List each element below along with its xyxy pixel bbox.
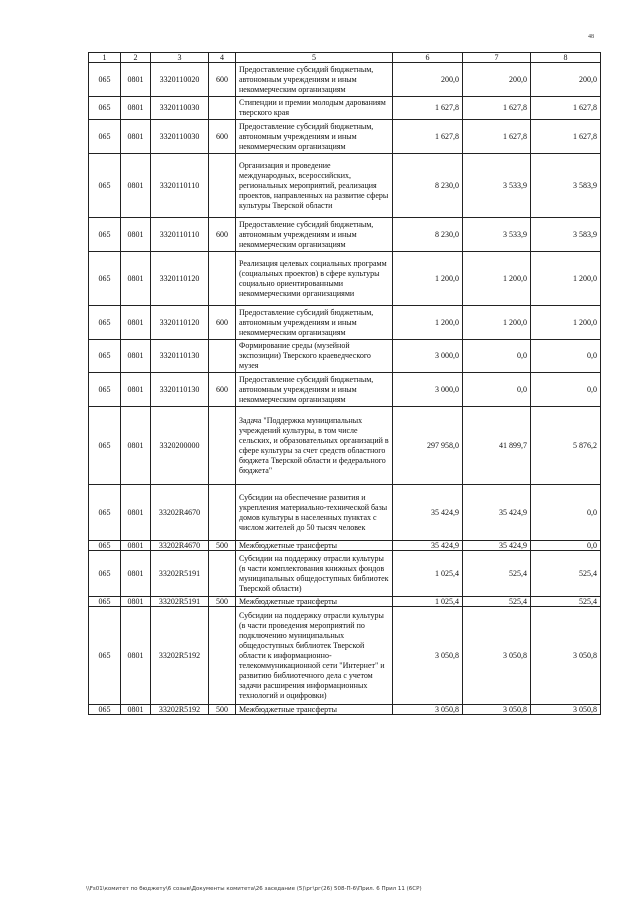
cell-c3: 3320200000 xyxy=(151,407,209,485)
table-body xyxy=(89,63,601,715)
cell-v6: 8 230,0 xyxy=(393,154,463,218)
cell-v7: 525,4 xyxy=(463,551,531,597)
cell-v6: 1 200,0 xyxy=(393,306,463,340)
cell-c2: 0801 xyxy=(121,607,151,705)
column-header-2: 2 xyxy=(121,53,151,63)
cell-c2: 0801 xyxy=(121,485,151,541)
cell-v7: 1 200,0 xyxy=(463,306,531,340)
cell-c3: 33202R5192 xyxy=(151,705,209,715)
cell-v8: 3 583,9 xyxy=(531,154,601,218)
cell-desc: Предоставление субсидий бюджетным, автономным учреждениям и иным некоммерческим организациям xyxy=(236,63,393,97)
cell-c4 xyxy=(209,551,236,597)
cell-c1: 065 xyxy=(89,407,121,485)
cell-v6: 1 627,8 xyxy=(393,97,463,120)
cell-c1: 065 xyxy=(89,541,121,551)
cell-desc: Предоставление субсидий бюджетным, автономным учреждениям и иным некоммерческим организациям xyxy=(236,120,393,154)
column-header-6: 6 xyxy=(393,53,463,63)
table-row xyxy=(89,120,601,154)
cell-c3: 3320110110 xyxy=(151,218,209,252)
cell-c4 xyxy=(209,407,236,485)
cell-v7: 1 627,8 xyxy=(463,97,531,120)
cell-v7: 0,0 xyxy=(463,340,531,373)
cell-desc: Организация и проведение международных, всероссийских, региональных мероприятий, реализация проектов, направленных на развитие сферы культуры Тверской области xyxy=(236,154,393,218)
cell-c3: 33202R5191 xyxy=(151,597,209,607)
cell-v7: 3 533,9 xyxy=(463,218,531,252)
cell-c4: 600 xyxy=(209,373,236,407)
cell-desc: Формирование среды (музейной экспозиции) Тверского краеведческого музея xyxy=(236,340,393,373)
cell-v8: 3 583,9 xyxy=(531,218,601,252)
table-row xyxy=(89,63,601,97)
cell-c1: 065 xyxy=(89,485,121,541)
cell-c1: 065 xyxy=(89,551,121,597)
cell-desc: Субсидии на поддержку отрасли культуры (в части комплектования книжных фондов муниципальных общедоступных библиотек Тверской области) xyxy=(236,551,393,597)
cell-c3: 3320110130 xyxy=(151,340,209,373)
cell-c3: 3320110130 xyxy=(151,373,209,407)
cell-c1: 065 xyxy=(89,340,121,373)
cell-v8: 0,0 xyxy=(531,541,601,551)
cell-c1: 065 xyxy=(89,120,121,154)
cell-desc: Межбюджетные трансферты xyxy=(236,597,393,607)
column-header-8: 8 xyxy=(531,53,601,63)
cell-desc: Предоставление субсидий бюджетным, автономным учреждениям и иным некоммерческим организациям xyxy=(236,373,393,407)
cell-v6: 1 200,0 xyxy=(393,252,463,306)
cell-c2: 0801 xyxy=(121,541,151,551)
cell-v7: 1 627,8 xyxy=(463,120,531,154)
cell-v7: 0,0 xyxy=(463,373,531,407)
cell-c2: 0801 xyxy=(121,97,151,120)
cell-v8: 200,0 xyxy=(531,63,601,97)
cell-c1: 065 xyxy=(89,597,121,607)
cell-desc: Стипендии и премии молодым дарованиям тверского края xyxy=(236,97,393,120)
cell-c1: 065 xyxy=(89,373,121,407)
cell-v8: 3 050,8 xyxy=(531,607,601,705)
cell-c4: 600 xyxy=(209,120,236,154)
cell-v6: 8 230,0 xyxy=(393,218,463,252)
cell-v6: 3 050,8 xyxy=(393,705,463,715)
cell-c3: 3320110110 xyxy=(151,154,209,218)
table-row xyxy=(89,551,601,597)
table-row xyxy=(89,541,601,551)
column-header-7: 7 xyxy=(463,53,531,63)
cell-c2: 0801 xyxy=(121,373,151,407)
cell-v8: 0,0 xyxy=(531,373,601,407)
cell-c2: 0801 xyxy=(121,597,151,607)
page-number: 48 xyxy=(588,34,594,40)
cell-c4 xyxy=(209,485,236,541)
cell-c1: 065 xyxy=(89,97,121,120)
cell-c3: 33202R4670 xyxy=(151,485,209,541)
cell-c4: 500 xyxy=(209,705,236,715)
cell-c4: 500 xyxy=(209,541,236,551)
cell-c2: 0801 xyxy=(121,218,151,252)
cell-v6: 3 000,0 xyxy=(393,373,463,407)
cell-c1: 065 xyxy=(89,63,121,97)
cell-v8: 0,0 xyxy=(531,485,601,541)
table-header-row xyxy=(89,53,601,63)
table-row xyxy=(89,705,601,715)
cell-v6: 1 627,8 xyxy=(393,120,463,154)
table-row xyxy=(89,373,601,407)
cell-c4 xyxy=(209,340,236,373)
cell-c4 xyxy=(209,97,236,120)
cell-v7: 525,4 xyxy=(463,597,531,607)
cell-v8: 3 050,8 xyxy=(531,705,601,715)
cell-c2: 0801 xyxy=(121,340,151,373)
cell-desc: Задача "Поддержка муниципальных учреждений культуры, в том числе сельских, и образовательных организаций в сфере культуры за счет средств областного бюджета Тверской области и федерального бюджета" xyxy=(236,407,393,485)
cell-v7: 1 200,0 xyxy=(463,252,531,306)
cell-c3: 3320110030 xyxy=(151,97,209,120)
cell-c3: 33202R4670 xyxy=(151,541,209,551)
file-path-footer: \\Fs01\комитет по бюджету\6 созыв\Документы комитета\26 заседание (5)\рг\рг(26) 508-П-6\Прил. 6 Прил 11 (6СР) xyxy=(86,886,422,892)
cell-c1: 065 xyxy=(89,607,121,705)
cell-c2: 0801 xyxy=(121,705,151,715)
cell-v8: 1 627,8 xyxy=(531,120,601,154)
column-header-1: 1 xyxy=(89,53,121,63)
cell-c2: 0801 xyxy=(121,252,151,306)
cell-v8: 525,4 xyxy=(531,597,601,607)
table-row xyxy=(89,306,601,340)
cell-c2: 0801 xyxy=(121,306,151,340)
cell-v7: 200,0 xyxy=(463,63,531,97)
cell-desc: Субсидии на обеспечение развития и укрепления материально-технической базы домов культуры в населенных пунктах с числом жителей до 50 тысяч человек xyxy=(236,485,393,541)
column-header-5: 5 xyxy=(236,53,393,63)
cell-c4 xyxy=(209,607,236,705)
cell-v8: 0,0 xyxy=(531,340,601,373)
cell-c4: 600 xyxy=(209,218,236,252)
cell-c1: 065 xyxy=(89,154,121,218)
cell-desc: Межбюджетные трансферты xyxy=(236,705,393,715)
cell-desc: Предоставление субсидий бюджетным, автономным учреждениям и иным некоммерческим организациям xyxy=(236,306,393,340)
table-row xyxy=(89,218,601,252)
column-header-4: 4 xyxy=(209,53,236,63)
cell-v8: 525,4 xyxy=(531,551,601,597)
cell-c3: 3320110120 xyxy=(151,306,209,340)
cell-c4: 600 xyxy=(209,306,236,340)
table-row xyxy=(89,407,601,485)
table-row xyxy=(89,597,601,607)
cell-v8: 1 200,0 xyxy=(531,252,601,306)
cell-c2: 0801 xyxy=(121,551,151,597)
budget-table xyxy=(88,52,601,715)
cell-v8: 1 200,0 xyxy=(531,306,601,340)
cell-c2: 0801 xyxy=(121,63,151,97)
table-row xyxy=(89,485,601,541)
cell-c1: 065 xyxy=(89,705,121,715)
cell-c3: 3320110120 xyxy=(151,252,209,306)
cell-v8: 5 876,2 xyxy=(531,407,601,485)
table-row xyxy=(89,340,601,373)
cell-c1: 065 xyxy=(89,306,121,340)
table-row xyxy=(89,97,601,120)
cell-v6: 1 025,4 xyxy=(393,597,463,607)
cell-c4: 500 xyxy=(209,597,236,607)
column-header-3: 3 xyxy=(151,53,209,63)
cell-v7: 41 899,7 xyxy=(463,407,531,485)
cell-c1: 065 xyxy=(89,252,121,306)
cell-v7: 3 050,8 xyxy=(463,705,531,715)
table-row xyxy=(89,154,601,218)
cell-c2: 0801 xyxy=(121,120,151,154)
cell-c4 xyxy=(209,154,236,218)
cell-c4: 600 xyxy=(209,63,236,97)
cell-c3: 3320110030 xyxy=(151,120,209,154)
cell-v7: 3 050,8 xyxy=(463,607,531,705)
cell-v6: 297 958,0 xyxy=(393,407,463,485)
cell-v6: 200,0 xyxy=(393,63,463,97)
cell-v6: 1 025,4 xyxy=(393,551,463,597)
cell-desc: Субсидии на поддержку отрасли культуры (в части проведения мероприятий по подключению муниципальных общедоступных библиотек Тверской области к информационно-телекоммуникационной сети "Интернет" и развитию библиотечного дела с учетом задачи расширения информационных технологий и оцифровки) xyxy=(236,607,393,705)
table-row xyxy=(89,607,601,705)
cell-c3: 33202R5191 xyxy=(151,551,209,597)
cell-v8: 1 627,8 xyxy=(531,97,601,120)
cell-desc: Реализация целевых социальных программ (социальных проектов) в сфере культуры социально ориентированными некоммерческими организациями xyxy=(236,252,393,306)
cell-v7: 3 533,9 xyxy=(463,154,531,218)
cell-v6: 3 050,8 xyxy=(393,607,463,705)
cell-v6: 3 000,0 xyxy=(393,340,463,373)
cell-c3: 3320110020 xyxy=(151,63,209,97)
table-row xyxy=(89,252,601,306)
cell-desc: Межбюджетные трансферты xyxy=(236,541,393,551)
cell-c2: 0801 xyxy=(121,154,151,218)
cell-c2: 0801 xyxy=(121,407,151,485)
cell-desc: Предоставление субсидий бюджетным, автономным учреждениям и иным некоммерческим организациям xyxy=(236,218,393,252)
cell-v7: 35 424,9 xyxy=(463,541,531,551)
cell-v7: 35 424,9 xyxy=(463,485,531,541)
cell-c1: 065 xyxy=(89,218,121,252)
cell-c4 xyxy=(209,252,236,306)
cell-c3: 33202R5192 xyxy=(151,607,209,705)
cell-v6: 35 424,9 xyxy=(393,541,463,551)
cell-v6: 35 424,9 xyxy=(393,485,463,541)
